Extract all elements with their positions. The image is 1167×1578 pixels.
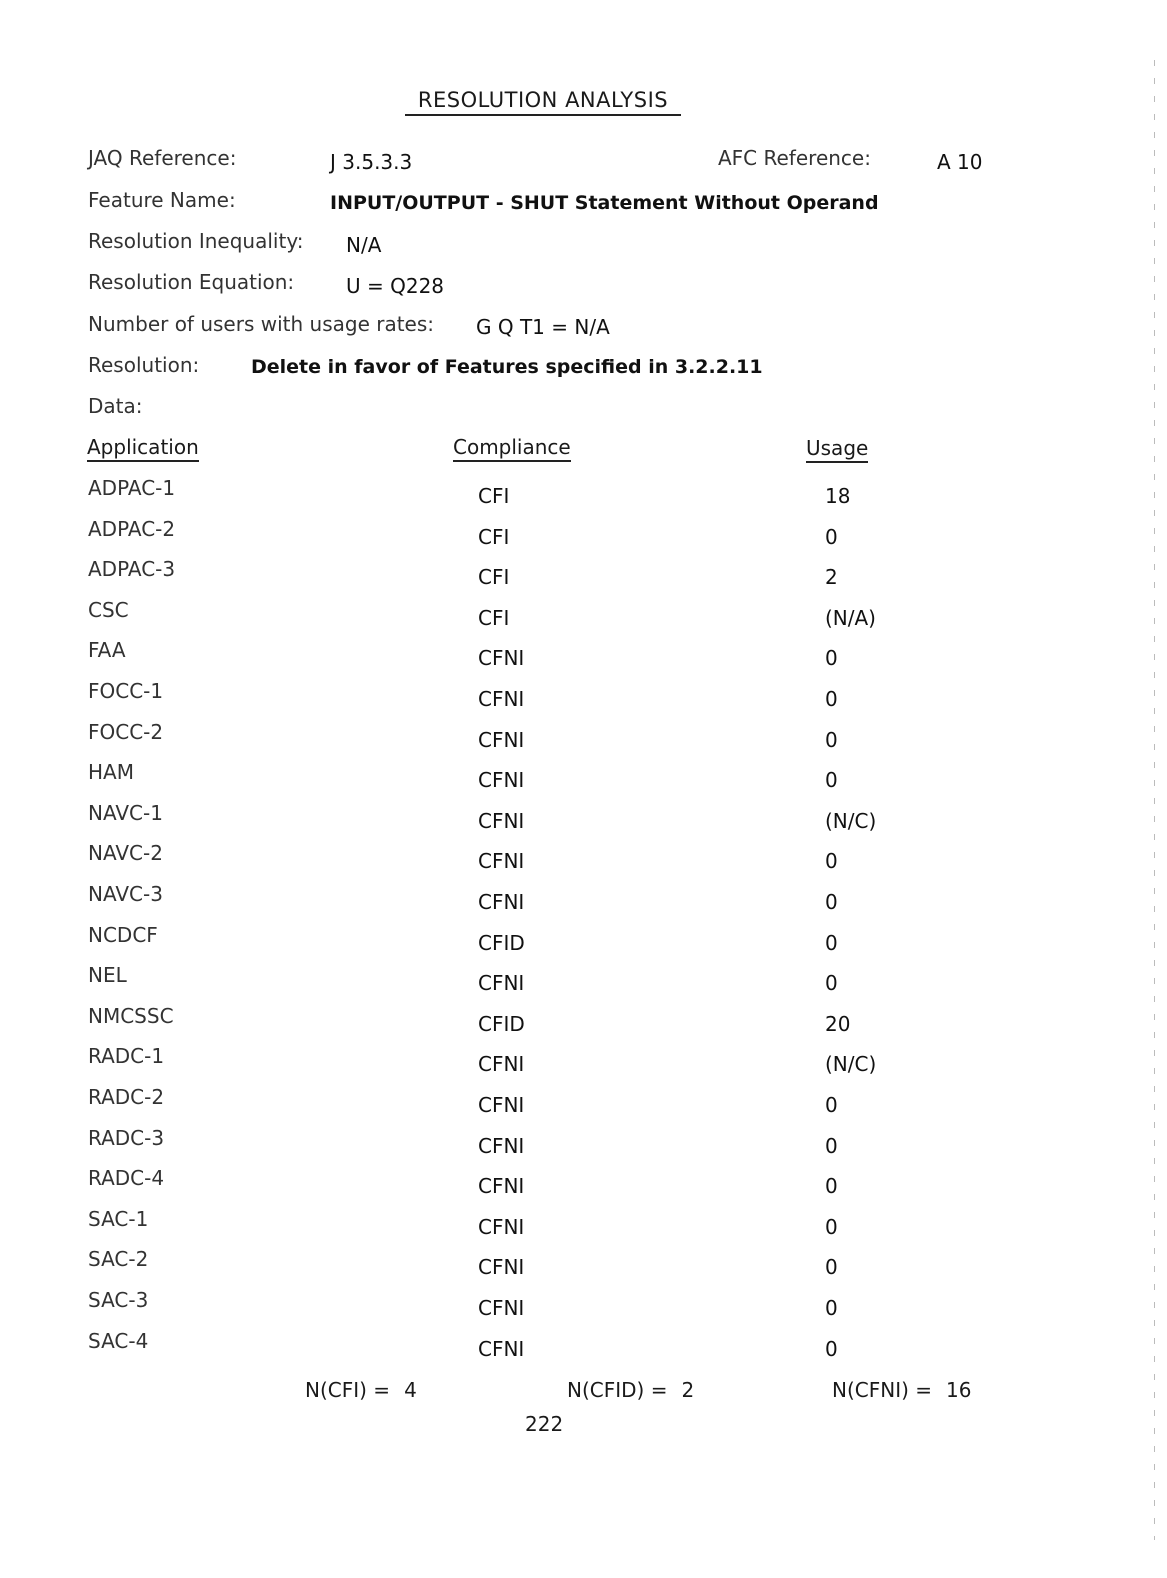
cell-compliance: CFI: [478, 605, 510, 630]
cell-usage: 0: [825, 971, 838, 996]
table-row: [0, 963, 1167, 1003]
header-usage: Usage: [806, 436, 868, 463]
cell-compliance: CFID: [478, 1011, 525, 1036]
cell-usage: 0: [825, 1133, 838, 1158]
cell-compliance: CFNI: [478, 1336, 525, 1361]
table-row: [0, 1085, 1167, 1125]
cell-usage: 0: [825, 930, 838, 955]
cell-usage: (N/A): [825, 605, 876, 630]
cell-application: FOCC-2: [88, 719, 164, 744]
cell-compliance: CFI: [478, 484, 510, 508]
cell-application: SAC-1: [88, 1206, 149, 1231]
cell-application: RADC-2: [88, 1085, 165, 1109]
cell-application: NEL: [88, 963, 127, 988]
cell-usage: 0: [825, 768, 838, 793]
cell-usage: (N/C): [825, 1052, 877, 1077]
cell-compliance: CFNI: [478, 1093, 525, 1117]
cell-usage: 0: [825, 1174, 838, 1199]
table-row: [0, 517, 1167, 557]
resolution-equation-value: U = Q228: [346, 274, 445, 298]
cell-usage: 0: [825, 1296, 838, 1320]
page-title: RESOLUTION ANALYSIS: [405, 88, 681, 116]
table-row: [0, 1207, 1167, 1247]
cell-usage: 0: [825, 1255, 838, 1280]
cell-application: NAVC-2: [88, 841, 163, 866]
cell-application: NAVC-1: [88, 800, 163, 825]
cell-compliance: CFNI: [478, 890, 525, 914]
cell-usage: 0: [825, 524, 838, 549]
total-cfni-value: 16: [946, 1378, 972, 1402]
cell-application: NAVC-3: [88, 882, 163, 906]
feature-name-label: Feature Name:: [88, 188, 236, 212]
cell-usage: 0: [825, 890, 838, 914]
cell-compliance: CFNI: [478, 1296, 525, 1320]
table-row: [0, 882, 1167, 922]
users-usage-value: G Q T1 = N/A: [476, 315, 610, 339]
resolution-inequality-value: N/A: [346, 233, 382, 257]
cell-usage: 18: [825, 484, 851, 508]
total-cfi-label: N(CFI) =: [305, 1378, 391, 1402]
cell-compliance: CFNI: [478, 1052, 525, 1077]
table-row: [0, 760, 1167, 800]
cell-compliance: CFI: [478, 565, 510, 590]
table-row: [0, 638, 1167, 678]
cell-usage: 2: [825, 565, 838, 590]
cell-application: NCDCF: [88, 922, 158, 947]
cell-usage: 20: [825, 1011, 851, 1036]
header-application: Application: [87, 435, 199, 462]
table-row: [0, 1247, 1167, 1287]
cell-application: ADPAC-1: [88, 476, 176, 500]
cell-application: RADC-1: [88, 1044, 165, 1069]
table-row: [0, 1044, 1167, 1084]
cell-usage: 0: [825, 1093, 838, 1117]
resolution-equation-label: Resolution Equation:: [88, 270, 295, 294]
table-row: [0, 923, 1167, 963]
users-usage-label: Number of users with usage rates:: [88, 312, 435, 336]
total-cfi: [305, 1378, 417, 1402]
jaq-reference-value: J 3.5.3.3: [330, 150, 413, 174]
cell-application: SAC-3: [88, 1288, 149, 1312]
cell-compliance: CFNI: [478, 1214, 525, 1239]
cell-usage: 0: [825, 1214, 838, 1239]
table-row: [0, 476, 1167, 516]
total-cfid: [567, 1378, 694, 1402]
cell-usage: 0: [825, 727, 838, 752]
resolution-label: Resolution:: [88, 353, 200, 377]
afc-reference-label: AFC Reference:: [718, 146, 871, 170]
cell-compliance: CFNI: [478, 808, 525, 833]
afc-reference-value: A 10: [937, 150, 983, 174]
cell-compliance: CFNI: [478, 1255, 525, 1280]
total-cfi-value: 4: [404, 1378, 417, 1402]
feature-name-value: INPUT/OUTPUT - SHUT Statement Without Operand: [330, 192, 879, 214]
cell-compliance: CFNI: [478, 1174, 525, 1199]
cell-application: RADC-4: [88, 1166, 165, 1191]
table-row: [0, 1004, 1167, 1044]
total-cfid-label: N(CFID) =: [567, 1378, 668, 1402]
cell-compliance: CFNI: [478, 768, 525, 793]
cell-application: SAC-2: [88, 1247, 149, 1272]
cell-application: SAC-4: [88, 1328, 149, 1353]
cell-application: RADC-3: [88, 1125, 165, 1150]
cell-application: FOCC-1: [88, 679, 164, 703]
resolution-value: Delete in favor of Features specified in 3.2.2.11: [251, 356, 763, 378]
cell-application: NMCSSC: [88, 1003, 174, 1028]
table-row: [0, 720, 1167, 760]
cell-compliance: CFNI: [478, 971, 525, 996]
table-row: [0, 557, 1167, 597]
cell-application: ADPAC-2: [88, 516, 176, 541]
table-row: [0, 1288, 1167, 1328]
table-row: [0, 598, 1167, 638]
cell-compliance: CFNI: [478, 727, 525, 752]
cell-application: CSC: [88, 597, 129, 622]
cell-compliance: CFNI: [478, 646, 525, 671]
cell-application: FAA: [88, 638, 126, 663]
cell-compliance: CFNI: [478, 687, 525, 711]
table-row: [0, 801, 1167, 841]
cell-compliance: CFI: [478, 524, 510, 549]
data-label: Data:: [88, 394, 143, 418]
table-row: [0, 1166, 1167, 1206]
total-cfid-value: 2: [681, 1378, 695, 1402]
table-row: [0, 679, 1167, 719]
resolution-inequality-label: Resolution Inequality:: [88, 229, 304, 253]
cell-compliance: CFNI: [478, 849, 525, 874]
cell-application: ADPAC-3: [88, 557, 176, 582]
cell-compliance: CFID: [478, 930, 525, 955]
cell-compliance: CFNI: [478, 1133, 525, 1158]
cell-usage: 0: [825, 1336, 838, 1361]
total-cfni: [832, 1378, 971, 1402]
table-row: [0, 841, 1167, 881]
cell-usage: (N/C): [825, 808, 877, 833]
table-row: [0, 1329, 1167, 1369]
total-cfni-label: N(CFNI) =: [832, 1378, 933, 1402]
cell-usage: 0: [825, 687, 838, 711]
cell-application: HAM: [88, 760, 134, 785]
table-row: [0, 1126, 1167, 1166]
header-compliance: Compliance: [453, 435, 571, 462]
page-number: 222: [525, 1412, 564, 1436]
cell-usage: 0: [825, 849, 838, 874]
cell-usage: 0: [825, 646, 838, 671]
jaq-reference-label: JAQ Reference:: [88, 146, 237, 170]
